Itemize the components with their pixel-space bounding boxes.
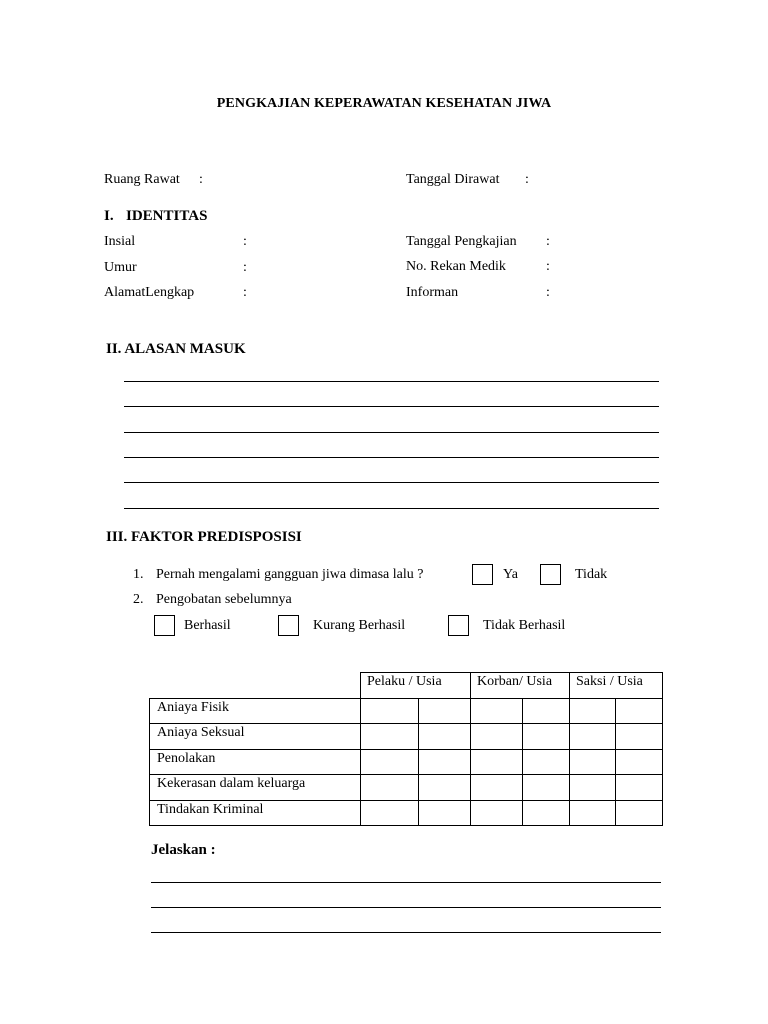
abuse-history-table	[149, 672, 663, 826]
korban-usia-header: Korban/ Usia	[471, 673, 570, 699]
ruang-rawat-colon: :	[199, 172, 203, 187]
informan-colon: :	[546, 285, 550, 300]
alasan-masuk-heading: II. ALASAN MASUK	[106, 341, 246, 357]
cell-pelaku-usia[interactable]	[419, 749, 471, 775]
table-header-row	[150, 673, 663, 699]
cell-korban-check[interactable]	[471, 724, 523, 750]
jelaskan-line-2[interactable]	[151, 907, 661, 908]
insial-colon: :	[243, 234, 247, 249]
table-corner	[150, 673, 361, 699]
tidak-berhasil-checkbox[interactable]	[448, 615, 469, 636]
cell-pelaku-usia[interactable]	[419, 724, 471, 750]
alamat-label: AlamatLengkap	[104, 285, 195, 300]
q1-number: 1.	[133, 567, 144, 582]
q1-text: Pernah mengalami gangguan jiwa dimasa lalu ?	[156, 567, 424, 582]
q1-yes-label: Ya	[503, 567, 518, 582]
cell-saksi-usia[interactable]	[616, 724, 663, 750]
no-rekam-medik-label: No. Rekan Medik	[406, 259, 506, 274]
q1-no-checkbox[interactable]	[540, 564, 561, 585]
table-row	[150, 800, 663, 826]
saksi-usia-header: Saksi / Usia	[570, 673, 663, 699]
cell-korban-usia[interactable]	[523, 749, 570, 775]
faktor-heading: III. FAKTOR PREDISPOSISI	[106, 529, 302, 545]
q2-number: 2.	[133, 592, 144, 607]
cell-saksi-usia[interactable]	[616, 749, 663, 775]
tanggal-dirawat-colon: :	[525, 172, 529, 187]
jelaskan-label: Jelaskan :	[151, 842, 216, 858]
q2-text: Pengobatan sebelumnya	[156, 592, 292, 607]
row-label-tindakan-kriminal: Tindakan Kriminal	[150, 800, 361, 826]
cell-korban-usia[interactable]	[523, 698, 570, 724]
table-row	[150, 775, 663, 801]
cell-pelaku-usia[interactable]	[419, 800, 471, 826]
cell-pelaku-check[interactable]	[361, 698, 419, 724]
cell-korban-usia[interactable]	[523, 724, 570, 750]
alasan-masuk-line-1[interactable]	[124, 381, 659, 382]
cell-korban-check[interactable]	[471, 775, 523, 801]
cell-saksi-usia[interactable]	[616, 800, 663, 826]
alasan-masuk-line-3[interactable]	[124, 432, 659, 433]
tidak-berhasil-label: Tidak Berhasil	[483, 618, 566, 633]
kurang-berhasil-checkbox[interactable]	[278, 615, 299, 636]
page-title: PENGKAJIAN KEPERAWATAN KESEHATAN JIWA	[216, 96, 552, 111]
alasan-masuk-line-5[interactable]	[124, 482, 659, 483]
cell-saksi-check[interactable]	[570, 800, 616, 826]
berhasil-checkbox[interactable]	[154, 615, 175, 636]
berhasil-label: Berhasil	[184, 618, 231, 633]
insial-label: Insial	[104, 234, 136, 249]
informan-label: Informan	[406, 285, 459, 300]
alamat-colon: :	[243, 285, 247, 300]
identitas-heading: IDENTITAS	[126, 208, 208, 224]
pelaku-usia-header: Pelaku / Usia	[361, 673, 471, 699]
cell-pelaku-check[interactable]	[361, 749, 419, 775]
no-rekam-medik-colon: :	[546, 259, 550, 274]
cell-korban-usia[interactable]	[523, 800, 570, 826]
cell-korban-check[interactable]	[471, 749, 523, 775]
cell-pelaku-check[interactable]	[361, 800, 419, 826]
row-label-kekerasan-keluarga: Kekerasan dalam keluarga	[150, 775, 361, 801]
cell-korban-check[interactable]	[471, 800, 523, 826]
ruang-rawat-label: Ruang Rawat	[104, 172, 180, 187]
cell-korban-check[interactable]	[471, 698, 523, 724]
cell-saksi-check[interactable]	[570, 698, 616, 724]
q1-no-label: Tidak	[575, 567, 608, 582]
cell-pelaku-usia[interactable]	[419, 775, 471, 801]
cell-saksi-usia[interactable]	[616, 775, 663, 801]
umur-colon: :	[243, 260, 247, 275]
cell-korban-usia[interactable]	[523, 775, 570, 801]
cell-pelaku-check[interactable]	[361, 724, 419, 750]
tanggal-dirawat-label: Tanggal Dirawat	[406, 172, 500, 187]
table-row	[150, 724, 663, 750]
cell-saksi-check[interactable]	[570, 724, 616, 750]
cell-pelaku-usia[interactable]	[419, 698, 471, 724]
tanggal-pengkajian-colon: :	[546, 234, 550, 249]
jelaskan-line-3[interactable]	[151, 932, 661, 933]
table-row	[150, 749, 663, 775]
table-row	[150, 698, 663, 724]
cell-pelaku-check[interactable]	[361, 775, 419, 801]
row-label-penolakan: Penolakan	[150, 749, 361, 775]
cell-saksi-usia[interactable]	[616, 698, 663, 724]
alasan-masuk-line-4[interactable]	[124, 457, 659, 458]
row-label-aniaya-fisik: Aniaya Fisik	[150, 698, 361, 724]
cell-saksi-check[interactable]	[570, 749, 616, 775]
alasan-masuk-line-2[interactable]	[124, 406, 659, 407]
q1-yes-checkbox[interactable]	[472, 564, 493, 585]
jelaskan-line-1[interactable]	[151, 882, 661, 883]
umur-label: Umur	[104, 260, 137, 275]
tanggal-pengkajian-label: Tanggal Pengkajian	[406, 234, 517, 249]
identitas-heading-num: I.	[104, 208, 114, 224]
cell-saksi-check[interactable]	[570, 775, 616, 801]
alasan-masuk-line-6[interactable]	[124, 508, 659, 509]
row-label-aniaya-seksual: Aniaya Seksual	[150, 724, 361, 750]
kurang-berhasil-label: Kurang Berhasil	[313, 618, 406, 633]
